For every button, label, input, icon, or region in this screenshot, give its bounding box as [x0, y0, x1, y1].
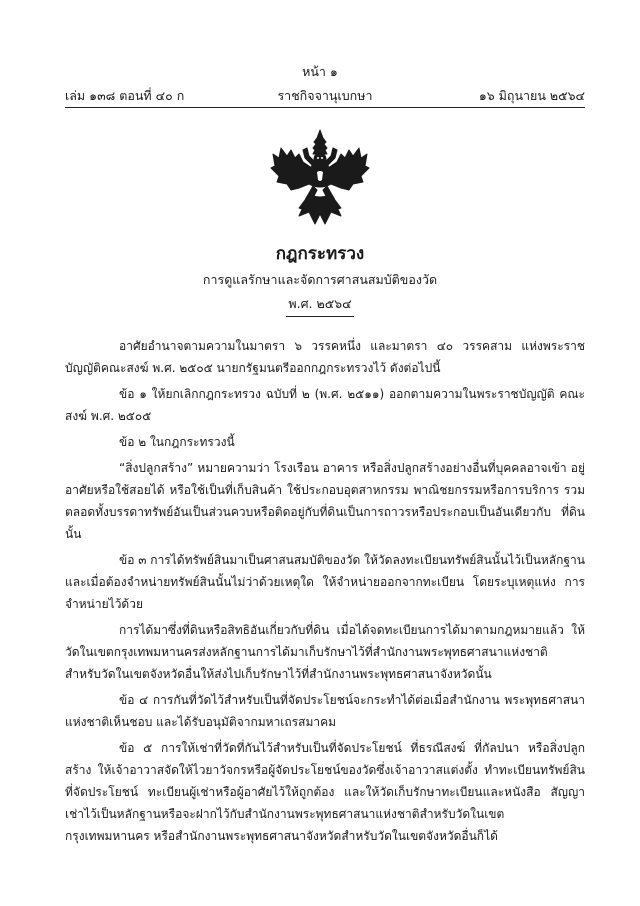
- clause-3-land-paragraph: การได้มาซึ่งที่ดินหรือสิทธิอันเกี่ยวกับที่ดิน เมื่อได้จดทะเบียนการได้มาตามกฎหมายแล้ว ให้วัดในเขตกรุงเทพมหานครส่งหลักฐานการได้มาเก็บรักษาไว้ที่สำนักงานพระพุทธศาสนาแห่งชาติ สำหรับวัดในเขตจังหวัดอื่นให้ส่งไปเก็บรักษาไว้ที่สำนักงานพระพุทธศาสนาจังหวัดนั้น: [65, 623, 585, 681]
- clause-2-paragraph: ข้อ ๒ ในกฎกระทรวงนี้: [119, 435, 235, 449]
- document-title: กฎกระทรวง: [275, 244, 365, 264]
- clause-5-paragraph: ข้อ ๕ การให้เช่าที่วัดที่กันไว้สำหรับเป็นที่จัดประโยชน์ ที่ธรณีสงฆ์ ที่กัลปนา หรือสิ่งปลูกสร้าง ให้เจ้าอาวาสจัดให้ไวยาวัจกรหรือผู้จัดประโยชน์ของวัดซึ่งเจ้าอาวาสแต่งตั้ง ทำทะเบียนทรัพย์สิน ที่จัดประโยชน์ ทะเบียนผู้เช่าหรือผู้อาศัยไว้ให้ถูกต้อง และให้วัดเก็บรักษาทะเบียนและหนังสือ สัญญาเช่าไว้เป็นหลักฐานหรือจะฝากไว้กับสำนักงานพระพุทธศาสนาแห่งชาติสำหรับวัดในเขตกรุงเทพมหานคร หรือสำนักงานพระพุทธศาสนาจังหวัดสำหรับวัดในเขตจังหวัดอื่นก็ได้: [65, 741, 585, 843]
- page-number: หน้า ๑: [302, 64, 338, 79]
- document-body: [65, 335, 585, 851]
- title-divider: [286, 316, 354, 317]
- document-year: พ.ศ. ๒๕๖๔: [288, 296, 352, 311]
- publication-date: ๑๖ มิถุนายน ๒๕๖๔: [478, 88, 585, 103]
- preamble-paragraph: อาศัยอำนาจตามความในมาตรา ๖ วรรคหนึ่ง และมาตรา ๔๐ วรรคสาม แห่งพระราชบัญญัติคณะสงฆ์ พ.ศ. ๒๕๐๕ นายกรัฐมนตรีออกกฎกระทรวงไว้ ดังต่อไปนี้: [65, 339, 585, 375]
- header-divider: [65, 107, 585, 108]
- clause-3-paragraph: ข้อ ๓ การได้ทรัพย์สินมาเป็นศาสนสมบัติของวัด ให้วัดลงทะเบียนทรัพย์สินนั้นไว้เป็นหลักฐาน และเมื่อต้องจำหน่ายทรัพย์สินนั้นไม่ว่าด้วยเหตุใด ให้จำหน่ายออกจากทะเบียน โดยระบุเหตุแห่ง การจำหน่ายไว้ด้วย: [65, 553, 585, 611]
- gazette-header: [65, 86, 585, 104]
- garuda-emblem-icon: [269, 128, 371, 228]
- document-subtitle: การดูแลรักษาและจัดการศาสนสมบัติของวัด: [202, 272, 438, 287]
- clause-4-paragraph: ข้อ ๔ การกันที่วัดไว้สำหรับเป็นที่จัดประโยชน์จะกระทำได้ต่อเมื่อสำนักงาน พระพุทธศาสนาแห่งชาติเห็นชอบ และได้รับอนุมัติจากมหาเถรสมาคม: [65, 693, 585, 729]
- volume-issue: เล่ม ๑๓๘ ตอนที่ ๔๐ ก: [65, 88, 185, 103]
- gazette-name: ราชกิจจานุเบกษา: [277, 88, 373, 103]
- definition-paragraph: “สิ่งปลูกสร้าง” หมายความว่า โรงเรือน อาคาร หรือสิ่งปลูกสร้างอย่างอื่นที่บุคคลอาจเข้า อยู่อาศัยหรือใช้สอยได้ หรือใช้เป็นที่เก็บสินค้า ใช้ประกอบอุตสาหกรรม พาณิชยกรรมหรือการบริการ รวมตลอดทั้งบรรดาทรัพย์อันเป็นส่วนควบหรือติดอยู่กับที่ดินเป็นการถาวรหรือประกอบเป็นอันเดียวกับ ที่ดินนั้น: [65, 461, 585, 541]
- clause-1-paragraph: ข้อ ๑ ให้ยกเลิกกฎกระทรวง ฉบับที่ ๒ (พ.ศ. ๒๕๑๑) ออกตามความในพระราชบัญญัติ คณะสงฆ์ พ.ศ. ๒๕๐๕: [65, 387, 585, 423]
